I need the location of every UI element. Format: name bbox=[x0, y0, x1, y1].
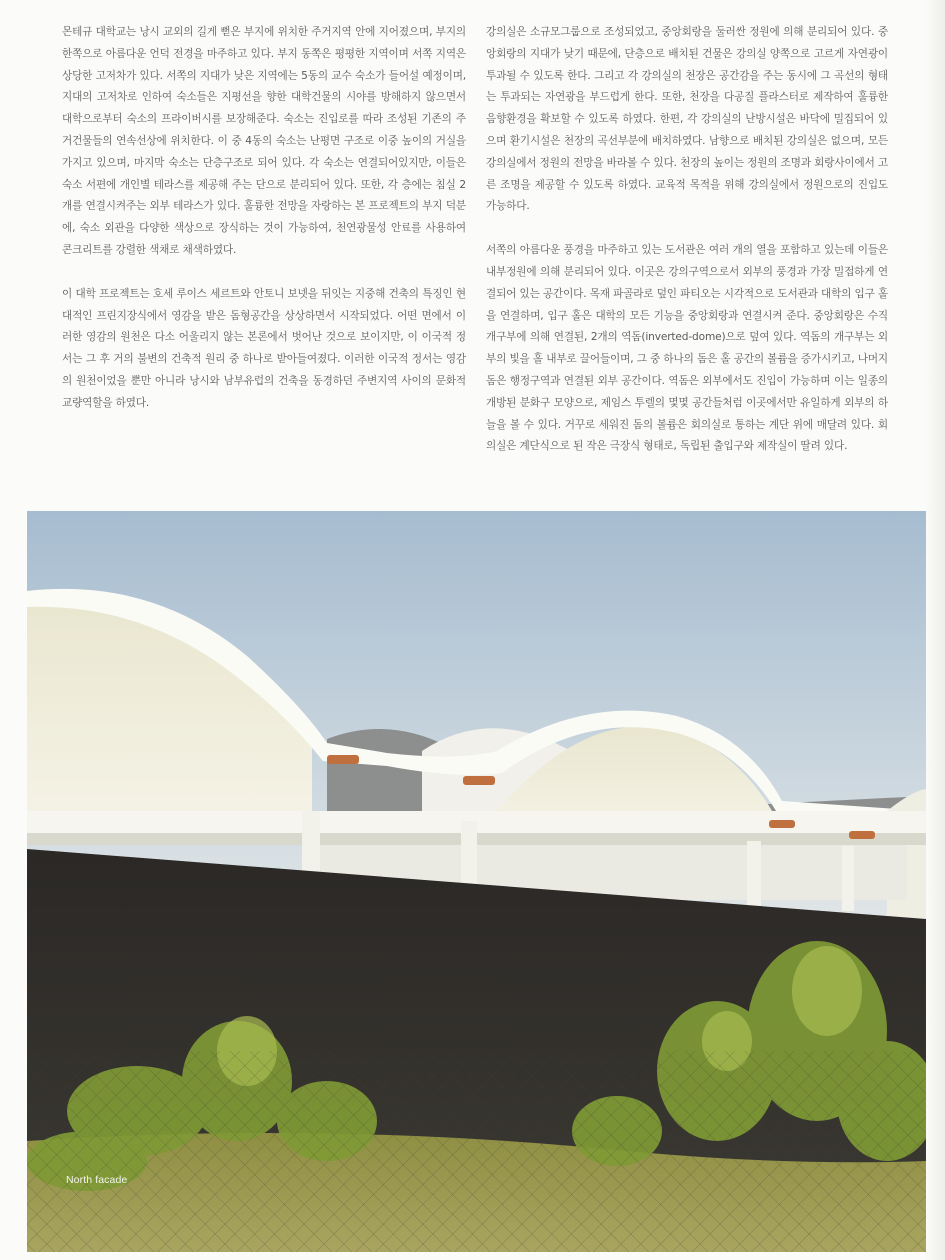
copper-spout bbox=[327, 755, 359, 764]
paragraph: 서쪽의 아름다운 풍경을 마주하고 있는 도서관은 여러 개의 열을 포함하고 있는데 이들은 내부정원에 의해 분리되어 있다. 이곳은 강의구역으로서 외부의 풍경과 가장 밀접하게 연결되어 있는 공간이다. 목재 파골라로 덮인 파티오는 시각적으로 도서관과 대학의 입구 홀을 연결하며, 입구 홀은 대학의 모든 기능을 중앙회랑과 연결시켜 준다. 중앙회랑은 수직 개구부에 의해 연결된, 2개의 역돔(inverted-dome)으로 덮여 있다. 역돔의 개구부는 외부의 빛을 홀 내부로 끌어들이며, 그 중 하나의 돔은 홀 공간의 볼륨을 증가시키고, 나머지 돔은 행정구역과 연결된 외부 공간이다. 역돔은 외부에서도 진입이 가능하며 이는 일종의 개방된 분화구 모양으로, 제임스 투렐의 몇몇 공간들처럼 이곳에서만 유일하게 외부의 하늘을 볼 수 있다. 거꾸로 세워진 돔의 볼륨은 회의실로 통하는 계단 위에 매달려 있다. 회의실은 계단식으로 된 작은 극장식 형태로, 독립된 출입구와 제작실이 딸려 있다. bbox=[486, 244, 888, 453]
copper-spout bbox=[463, 776, 495, 785]
right-text-column bbox=[486, 22, 888, 480]
building-illustration bbox=[27, 511, 926, 1252]
fence bbox=[27, 1051, 926, 1252]
left-text-column bbox=[62, 22, 466, 437]
paragraph: 몬테규 대학교는 낭시 교외의 길게 뻗은 부지에 위치한 주거지역 안에 지어졌으며, 부지의 한쪽으로 아름다운 언덕 전경을 마주하고 있다. 부지 동쪽은 평평한 지역이며 서쪽 지역은 상당한 고저차가 있다. 서쪽의 지대가 낮은 지역에는 5동의 교수 숙소가 들어설 예정이며, 지대의 고저차로 인하여 숙소들은 지평선을 향한 대학건물의 시야를 방해하지 않으면서 대학으로부터 숙소의 프라이버시를 보장해준다. 숙소는 진입로를 따라 조성된 기존의 주거건물들의 연속선상에 위치한다. 이 중 4동의 숙소는 난평면 구조로 이중 높이의 거실을 가지고 있으며, 마지막 숙소는 단층구조로 되어 있다. 각 숙소는 연결되어있지만, 이들은 숙소 서편에 개인별 테라스를 제공해 주는 단으로 분리되어 있다. 또한, 각 층에는 침실 2개를 연결시켜주는 외부 테라스가 있다. 훌륭한 전망을 자랑하는 본 프로젝트의 부지 덕분에, 숙소 외관을 다양한 색상으로 장식하는 것이 가능하여, 천연광물성 안료를 사용하여 콘크리트를 강렬한 색채로 채색하였다. bbox=[62, 26, 467, 256]
north-facade-photo bbox=[27, 511, 926, 1252]
column bbox=[747, 841, 761, 911]
copper-spout bbox=[849, 831, 875, 839]
column bbox=[842, 846, 854, 911]
paragraph: 강의실은 소규모그룹으로 조성되었고, 중앙회랑을 둘러싼 정원에 의해 분리되어 있다. 중앙회랑의 지대가 낮기 때문에, 단층으로 배치된 건물은 강의실 양쪽으로 고르게 자연광이 투과될 수 있도록 한다. 그리고 각 강의실의 천장은 공간감을 주는 동시에 그 곡선의 형태는 투과되는 자연광을 부드럽게 한다. 또한, 천장을 다공질 플라스터로 제작하여 훌륭한 음향환경을 확보할 수 있도록 하였다. 한편, 각 강의실의 난방시설은 바닥에 밀집되어 있으며 환기시설은 천장의 곡선부분에 배치하였다. 남향으로 배치된 강의실은 없으며, 모든 강의실에서 정원의 전망을 바라볼 수 있다. 천장의 높이는 정원의 조명과 회랑사이에서 고른 조명을 제공할 수 있도록 하였다. 교육적 목적을 위해 강의실에서 정원으로의 진입도 가능하다. bbox=[486, 26, 888, 213]
page-gutter-shadow bbox=[925, 0, 945, 1260]
paragraph: 이 대학 프로젝트는 호세 루이스 세르트와 안토니 보넷을 뒤잇는 지중해 건축의 특징인 현대적인 프린지장식에서 영감을 받은 돔형공간을 상상하면서 시작되었다. 어떤 면에서 이러한 영감의 원천은 다소 어울리지 않는 본론에서 벗어난 것으로 보이지만, 이 이국적 정서는 그 후 거의 불변의 건축적 원리 중 하나로 받아들여졌다. 이러한 이국적 정서는 영감의 원천이었을 뿐만 아니라 낭시와 남부유럽의 건축을 동경하던 주변지역 사이의 문화적 교량역할을 하였다. bbox=[62, 287, 466, 409]
photo-caption: North facade bbox=[66, 1174, 128, 1186]
copper-spout bbox=[769, 820, 795, 828]
